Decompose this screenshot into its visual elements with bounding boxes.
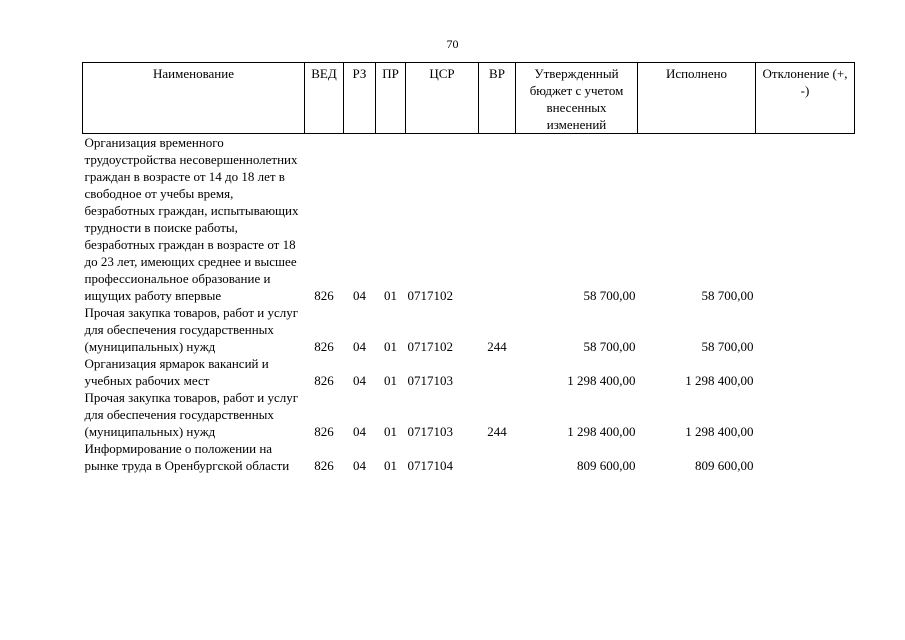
- cell-ved: 826: [314, 424, 334, 439]
- cell-rz: 04: [353, 458, 366, 473]
- page-number: 70: [446, 37, 459, 51]
- cell-ved: 826: [314, 288, 334, 303]
- cell-vr: [479, 440, 516, 474]
- table-row: [83, 355, 855, 389]
- cell-pr: 01: [384, 458, 397, 473]
- header-name: Наименование: [83, 63, 305, 134]
- cell-executed: 58 700,00: [701, 339, 754, 354]
- table-header: [83, 63, 855, 134]
- cell-name: Организация ярмарок вакансий и учебных рабочих мест: [84, 356, 269, 388]
- cell-pr: 01: [384, 373, 397, 388]
- cell-csr: 0717102: [407, 339, 453, 354]
- cell-vr: [479, 355, 516, 389]
- cell-deviation: [756, 134, 855, 305]
- cell-rz: 04: [353, 373, 366, 388]
- header-ved: ВЕД: [305, 63, 344, 134]
- cell-executed: 58 700,00: [701, 288, 754, 303]
- cell-rz: 04: [353, 288, 366, 303]
- cell-approved: 1 298 400,00: [567, 373, 636, 388]
- cell-deviation: [756, 304, 855, 355]
- cell-name: Прочая закупка товаров, работ и услуг для обеспечения государственных (муниципальных) нужд: [84, 390, 299, 439]
- cell-executed: 1 298 400,00: [685, 373, 754, 388]
- cell-csr: 0717103: [407, 424, 453, 439]
- cell-approved: 58 700,00: [583, 288, 636, 303]
- header-row: [83, 63, 855, 134]
- table-row: [83, 304, 855, 355]
- cell-ved: 826: [314, 373, 334, 388]
- cell-rz: 04: [353, 339, 366, 354]
- cell-pr: 01: [384, 339, 397, 354]
- header-rz: РЗ: [344, 63, 376, 134]
- cell-ved: 826: [314, 458, 334, 473]
- table-body: [83, 134, 855, 475]
- header-vr: ВР: [479, 63, 516, 134]
- table-row: [83, 389, 855, 440]
- header-executed: Исполнено: [638, 63, 756, 134]
- cell-deviation: [756, 389, 855, 440]
- cell-csr: 0717103: [407, 373, 453, 388]
- cell-vr: 244: [487, 424, 507, 439]
- cell-pr: 01: [384, 288, 397, 303]
- cell-approved: 809 600,00: [577, 458, 636, 473]
- cell-name: Информирование о положении на рынке труда в Оренбургской области: [84, 441, 290, 473]
- cell-executed: 809 600,00: [695, 458, 754, 473]
- cell-vr: [479, 134, 516, 305]
- cell-approved: 1 298 400,00: [567, 424, 636, 439]
- budget-execution-table: [82, 62, 855, 474]
- cell-pr: 01: [384, 424, 397, 439]
- header-pr: ПР: [376, 63, 406, 134]
- table-row: [83, 134, 855, 305]
- cell-ved: 826: [314, 339, 334, 354]
- cell-rz: 04: [353, 424, 366, 439]
- cell-deviation: [756, 355, 855, 389]
- header-approved-budget: Утвержденный бюджет с учетом внесенных изменений: [516, 63, 638, 134]
- cell-executed: 1 298 400,00: [685, 424, 754, 439]
- cell-vr: 244: [487, 339, 507, 354]
- header-csr: ЦСР: [406, 63, 479, 134]
- header-deviation: Отклонение (+, -): [756, 63, 855, 134]
- cell-approved: 58 700,00: [583, 339, 636, 354]
- table-row: [83, 440, 855, 474]
- cell-csr: 0717102: [407, 288, 453, 303]
- cell-name: Организация временного трудоустройства несовершеннолетних граждан в возрасте от 14 до 18 лет в свободное от учебы время, безработных граждан, испытывающих трудности в поиске работы, безработных граждан в возрасте от 18 до 23 лет, имеющих среднее и высшее профессиональное образование и ищущих работу впервые: [84, 135, 299, 303]
- cell-csr: 0717104: [407, 458, 453, 473]
- cell-deviation: [756, 440, 855, 474]
- cell-name: Прочая закупка товаров, работ и услуг для обеспечения государственных (муниципальных) нужд: [84, 305, 299, 354]
